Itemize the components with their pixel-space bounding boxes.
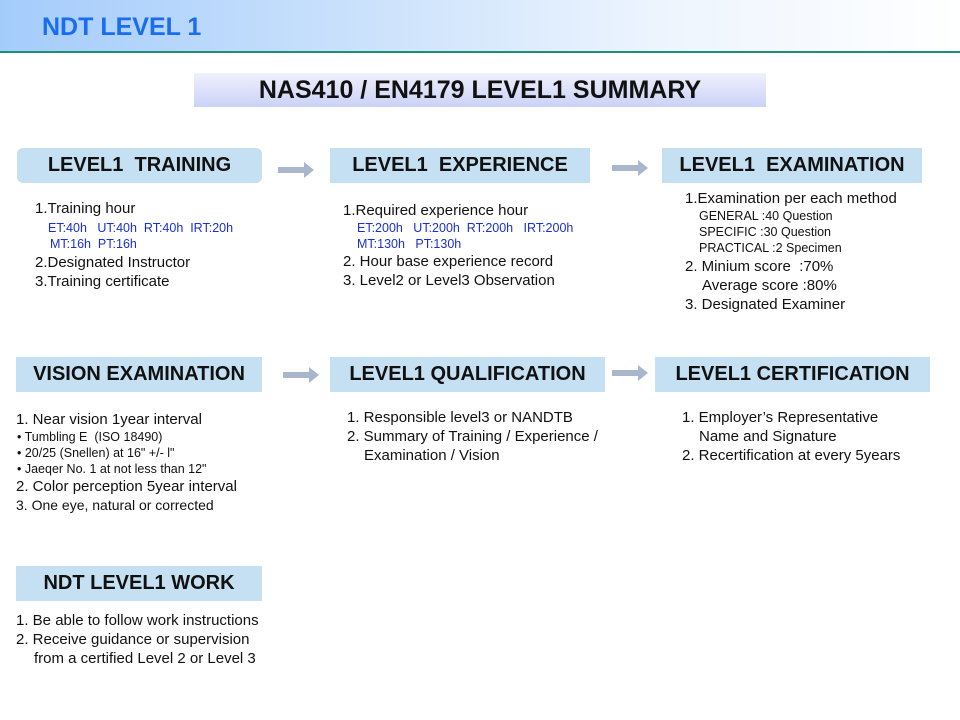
list-item: ET:40h UT:40h RT:40h IRT:20h — [48, 221, 234, 235]
list-item: from a certified Level 2 or Level 3 — [34, 650, 256, 667]
list-item: 1. Near vision 1year interval — [16, 411, 202, 428]
list-item: Average score :80% — [702, 277, 837, 294]
list-item: PRACTICAL :2 Specimen — [699, 241, 842, 255]
header-band — [0, 0, 960, 53]
arrow-right-icon — [612, 160, 648, 176]
list-item: 1. Be able to follow work instructions — [16, 612, 259, 629]
list-item: 3. Level2 or Level3 Observation — [343, 272, 555, 289]
list-item: MT:16h PT:16h — [50, 237, 137, 251]
arrow-right-icon — [283, 367, 319, 383]
list-item: SPECIFIC :30 Question — [699, 225, 832, 239]
training-heading: LEVEL1 TRAINING — [17, 148, 262, 183]
list-item: 3.Training certificate — [35, 273, 170, 290]
arrow-right-icon — [612, 365, 648, 381]
examination-heading: LEVEL1 EXAMINATION — [662, 148, 922, 183]
qualification-heading: LEVEL1 QUALIFICATION — [330, 357, 605, 392]
list-item: 2. Receive guidance or supervision — [16, 631, 250, 648]
experience-heading: LEVEL1 EXPERIENCE — [330, 148, 590, 183]
list-item: 2. Color perception 5year interval — [16, 478, 237, 495]
list-item: 1.Examination per each method — [685, 190, 897, 207]
list-item: Name and Signature — [699, 428, 837, 445]
vision-heading: VISION EXAMINATION — [16, 357, 262, 392]
list-item: • Tumbling E (ISO 18490) — [17, 430, 163, 444]
certification-heading: LEVEL1 CERTIFICATION — [655, 357, 930, 392]
list-item: 2.Designated Instructor — [35, 254, 191, 271]
list-item: GENERAL :40 Question — [699, 209, 833, 223]
list-item: • 20/25 (Snellen) at 16" +/- l" — [17, 446, 175, 460]
work-heading: NDT LEVEL1 WORK — [16, 566, 262, 601]
list-item: 3. One eye, natural or corrected — [16, 497, 214, 513]
list-item: 3. Designated Examiner — [685, 296, 846, 313]
list-item: 1. Responsible level3 or NANDTB — [347, 409, 573, 426]
list-item: 2. Minium score :70% — [685, 258, 834, 275]
list-item: 1.Required experience hour — [343, 202, 529, 219]
summary-title: NAS410 / EN4179 LEVEL1 SUMMARY — [194, 73, 766, 107]
list-item: 1.Training hour — [35, 200, 136, 217]
list-item: 2. Recertification at every 5years — [682, 447, 901, 464]
list-item: Examination / Vision — [364, 447, 500, 464]
list-item: MT:130h PT:130h — [357, 237, 462, 251]
list-item: 1. Employer’s Representative — [682, 409, 879, 426]
list-item: 2. Summary of Training / Experience / — [347, 428, 598, 445]
list-item: • Jaeqer No. 1 at not less than 12" — [17, 462, 207, 476]
list-item: 2. Hour base experience record — [343, 253, 554, 270]
list-item: ET:200h UT:200h RT:200h IRT:200h — [357, 221, 574, 235]
page-title: NDT LEVEL 1 — [42, 13, 202, 41]
arrow-right-icon — [278, 162, 314, 178]
